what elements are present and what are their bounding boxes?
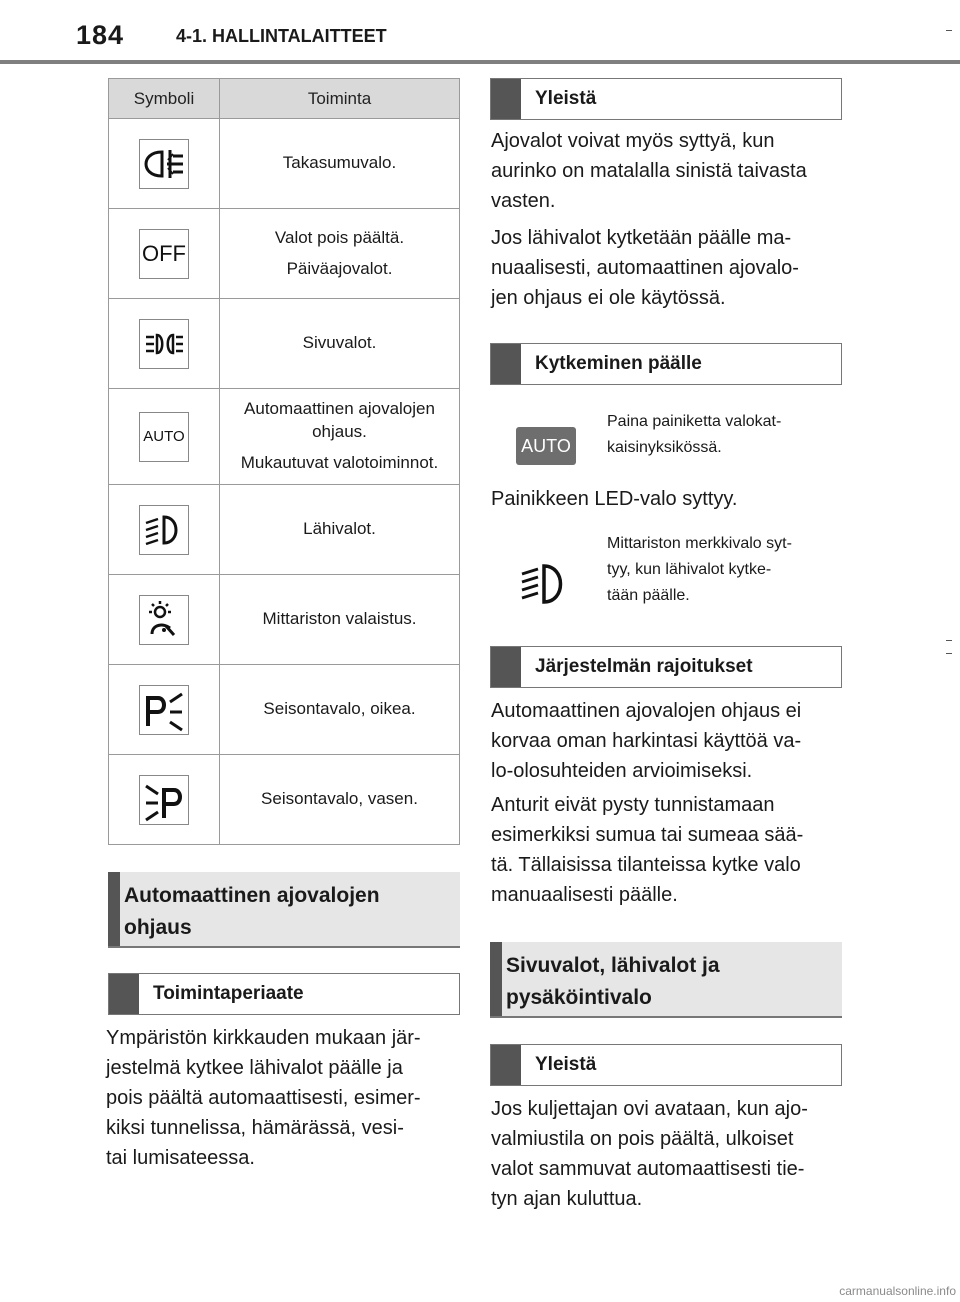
row-description: Päiväajovalot.	[286, 258, 393, 278]
subheader-title: Yleistä	[535, 1054, 597, 1075]
margin-tick	[946, 653, 952, 654]
body-text-principle: Ympäristön kirkkauden mukaan jär- jestelmä kytkee lähivalot päälle ja pois päältä automaattisesti, esimer- kiksi tunnelissa, hämärässä, vesi- tai lumisateessa.	[106, 1027, 421, 1169]
indicator-note: Mittariston merkkivalo syt- tyy, kun lähivalot kytke- tään päälle.	[607, 535, 792, 604]
subheader-title: Kytkeminen päälle	[535, 353, 702, 374]
table-row	[109, 299, 460, 389]
row-description: Seisontavalo, vasen.	[261, 789, 418, 809]
auto-button-illustration: AUTO	[516, 427, 576, 465]
auto-button-note: Paina painiketta valokat- kaisinyksikössä.	[607, 413, 782, 456]
row-description: Mittariston valaistus.	[262, 609, 417, 629]
col-header-symbol: Symboli	[109, 79, 220, 119]
table-row	[109, 209, 460, 299]
table-row	[109, 665, 460, 755]
subheader-general-2	[490, 1044, 842, 1086]
subheader-title: Yleistä	[535, 88, 597, 109]
instrument-lighting-icon	[139, 595, 189, 645]
watermark-footer: carmanualsonline.info	[839, 1284, 956, 1298]
table-header-row	[109, 79, 460, 119]
section-title-line: Automaattinen ajovalojen	[124, 884, 380, 907]
off-icon	[139, 229, 189, 279]
auto-icon	[139, 412, 189, 462]
subheader-title: Toimintaperiaate	[153, 983, 304, 1004]
row-description: Seisontavalo, oikea.	[263, 699, 416, 719]
body-text-general: Ajovalot voivat myös syttyä, kun aurinko on matalalla sinistä taivasta vasten. Jos lähivalot kytketään päälle ma- nuaalisesti, automaattinen ajovalo- jen ohjaus ei ole käytössä.	[491, 130, 807, 309]
header-rule	[0, 60, 960, 64]
chapter-title: 4-1. HALLINTALAITTEET	[176, 26, 387, 46]
table-row	[109, 485, 460, 575]
table-row	[109, 575, 460, 665]
page-number: 184	[76, 20, 125, 50]
subheader-operating-principle	[108, 973, 460, 1015]
section-title-line: Sivuvalot, lähivalot ja	[506, 954, 720, 977]
low-beam-indicator-icon	[518, 560, 570, 613]
body-text-general-2: Jos kuljettajan ovi avataan, kun ajo- valmiustila on pois päältä, ulkoiset valot sammuvat automaattisesti tie- tyn ajan kuluttua.	[491, 1098, 808, 1210]
section-title-line: pysäköintivalo	[506, 986, 652, 1009]
subheader-title: Järjestelmän rajoitukset	[535, 656, 753, 677]
body-text-limitations: Automaattinen ajovalojen ohjaus ei korvaa oman harkintasi käyttöä va- lo-olosuhteiden arvioimiseksi. Anturit eivät pysty tunnistamaan esimerkiksi sumua tai sumeaa sää- tä. Tällaisissa tilanteissa kytke valo manuaalisesti päälle.	[491, 700, 804, 906]
symbol-table	[108, 78, 460, 845]
subheader-limitations	[490, 646, 842, 688]
row-description: Automaattinen ajovalojen ohjaus.	[244, 399, 435, 442]
led-text: Painikkeen LED-valo syttyy.	[491, 488, 738, 510]
row-description: Takasumuvalo.	[282, 153, 397, 173]
parking-light-right-icon	[139, 685, 189, 735]
subheader-general	[490, 78, 842, 120]
parking-light-left-icon	[139, 775, 189, 825]
rear-fog-light-icon	[139, 139, 189, 189]
col-header-function: Toiminta	[220, 79, 460, 119]
row-description: Mukautuvat valotoiminnot.	[240, 452, 439, 472]
off-symbol-text: OFF	[142, 240, 186, 266]
row-description: Valot pois päältä.	[274, 227, 405, 247]
table-row	[109, 119, 460, 209]
table-row	[109, 755, 460, 845]
margin-tick	[946, 640, 952, 641]
row-description: Lähivalot.	[303, 519, 376, 539]
section-header-lights	[490, 942, 842, 1018]
page-header	[0, 0, 960, 70]
margin-tick	[946, 30, 952, 31]
section-header-auto-headlights	[108, 872, 460, 948]
row-description: Sivuvalot.	[302, 333, 377, 353]
auto-symbol-text: AUTO	[143, 428, 185, 445]
section-title-line: ohjaus	[124, 916, 192, 939]
side-light-icon	[139, 319, 189, 369]
low-beam-icon	[139, 505, 189, 555]
table-row	[109, 389, 460, 485]
subheader-switch-on	[490, 343, 842, 385]
